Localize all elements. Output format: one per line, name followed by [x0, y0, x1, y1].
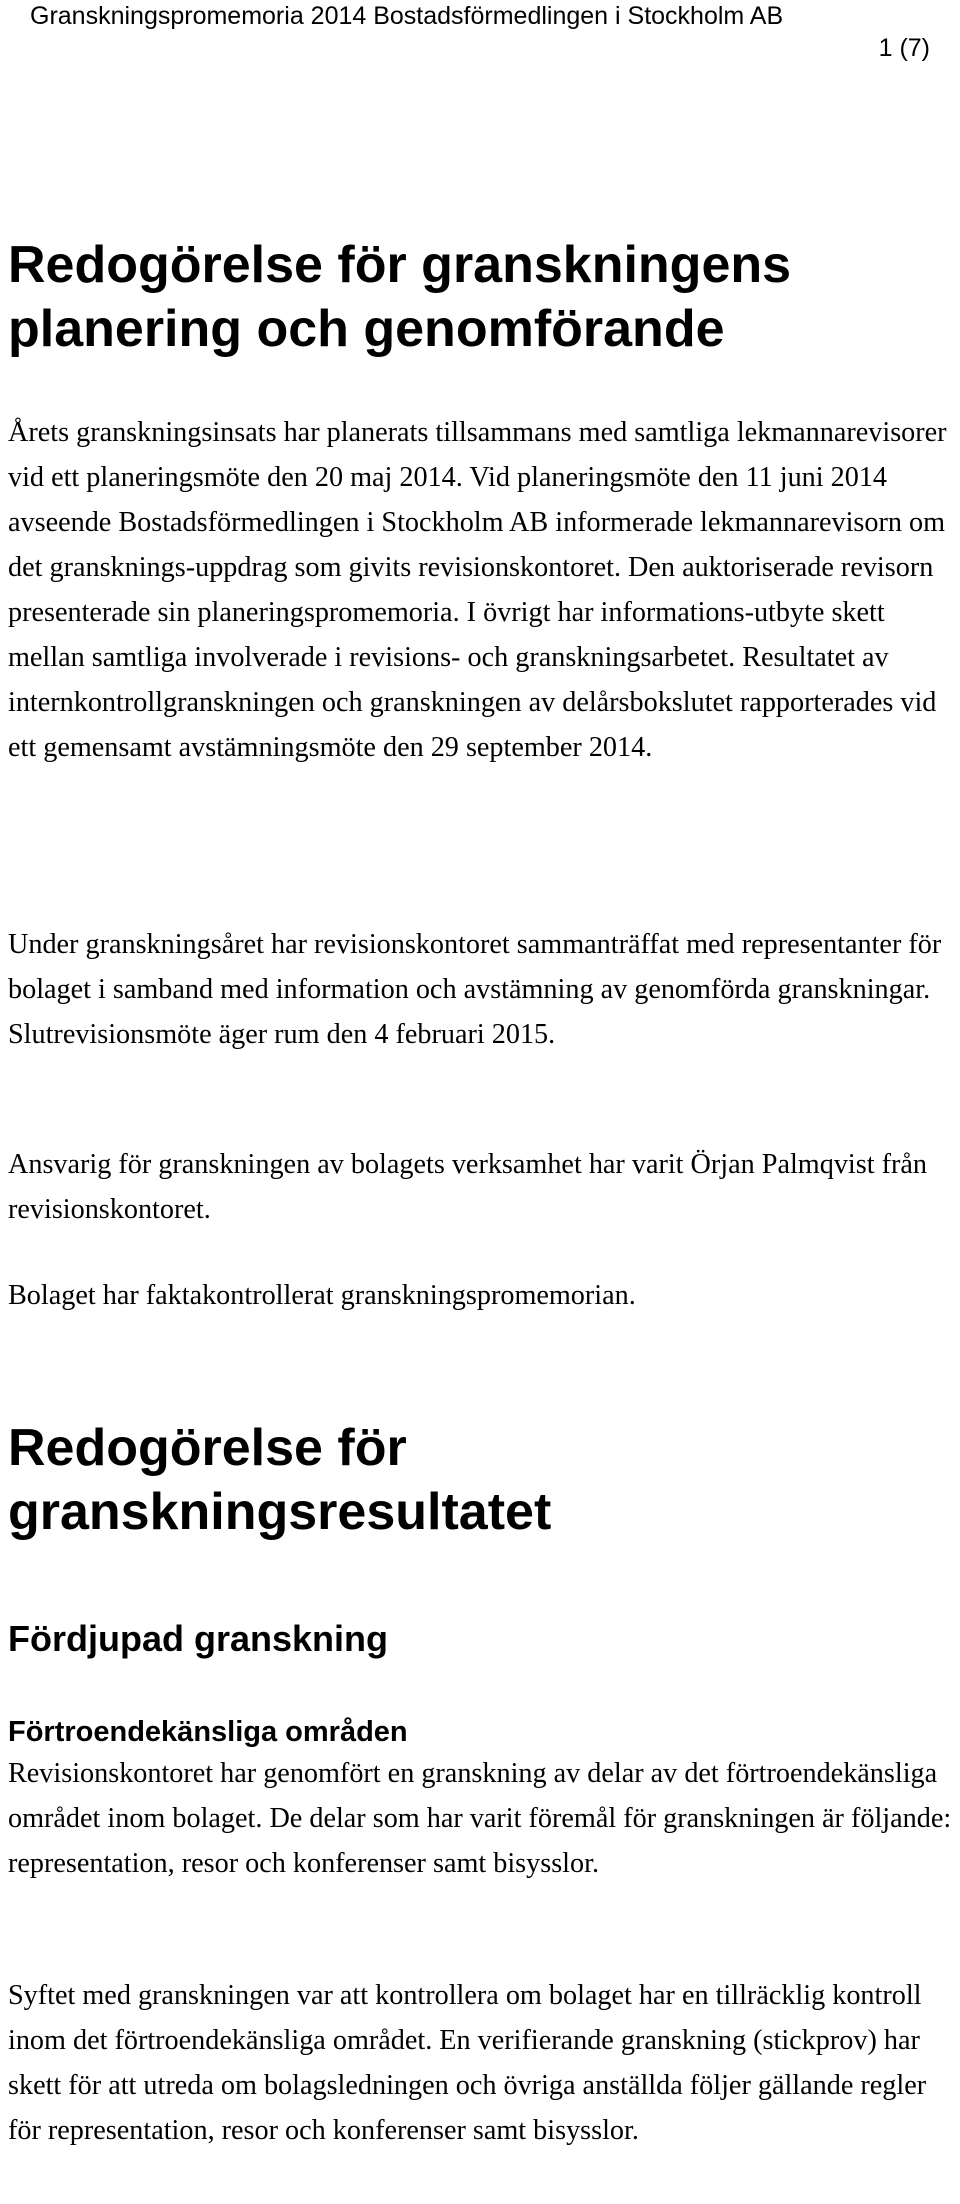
running-header-title: Granskningspromemoria 2014 Bostadsförmedlingen i Stockholm AB: [30, 2, 784, 30]
paragraph-planning-3: Ansvarig för granskningen av bolagets verksamhet har varit Örjan Palmqvist från revisionskontoret.: [8, 1149, 927, 1225]
subheading-in-depth-review: Fördjupad granskning: [8, 1618, 389, 1659]
paragraph-results-2: Syftet med granskningen var att kontrollera om bolaget har en tillräcklig kontroll inom det förtroendekänsliga området. En verifierande granskning (stickprov) har skett för att utreda om bolagsledningen och övriga anställda följer gällande regler för representation, resor och konferenser samt bisysslor.: [8, 1980, 927, 2146]
paragraph-planning-4: Bolaget har faktakontrollerat granskningspromemorian.: [8, 1280, 636, 1311]
section-heading-planning: Redogörelse för granskningens planering och genomförande: [8, 236, 792, 358]
paragraph-results-1: Revisionskontoret har genomfört en granskning av delar av det förtroendekänsliga området inom bolaget. De delar som har varit föremål för granskningen är följande: representation, resor och konferenser samt bisysslor.: [8, 1758, 952, 1879]
paragraph-planning-1: Årets granskningsinsats har planerats tillsammans med samtliga lekmannarevisorer vid ett planeringsmöte den 20 maj 2014. Vid planeringsmöte den 11 juni 2014 avseende Bostadsförmedlingen i Stockholm AB informerade lekmannarevisorn om det gransknings-uppdrag som givits revisionskontoret. Den auktoriserade revisorn presenterade sin planeringspromemoria. I övrigt har informations-utbyte skett mellan samtliga involverade i revisions- och granskningsarbetet. Resultatet av internkontrollgranskningen och granskningen av delårsbokslutet rapporterades vid ett gemensamt avstämningsmöte den 29 september 2014.: [8, 417, 947, 763]
subsubheading-trust-sensitive-areas: Förtroendekänsliga områden: [8, 1716, 408, 1748]
paragraph-planning-2: Under granskningsåret har revisionskontoret sammanträffat med representanter för bolaget i samband med information och avstämning av genomförda granskningar. Slutrevisionsmöte äger rum den 4 februari 2015.: [8, 929, 942, 1050]
section-heading-results: Redogörelse för granskningsresultatet: [8, 1419, 552, 1541]
page-number: 1 (7): [878, 34, 930, 62]
